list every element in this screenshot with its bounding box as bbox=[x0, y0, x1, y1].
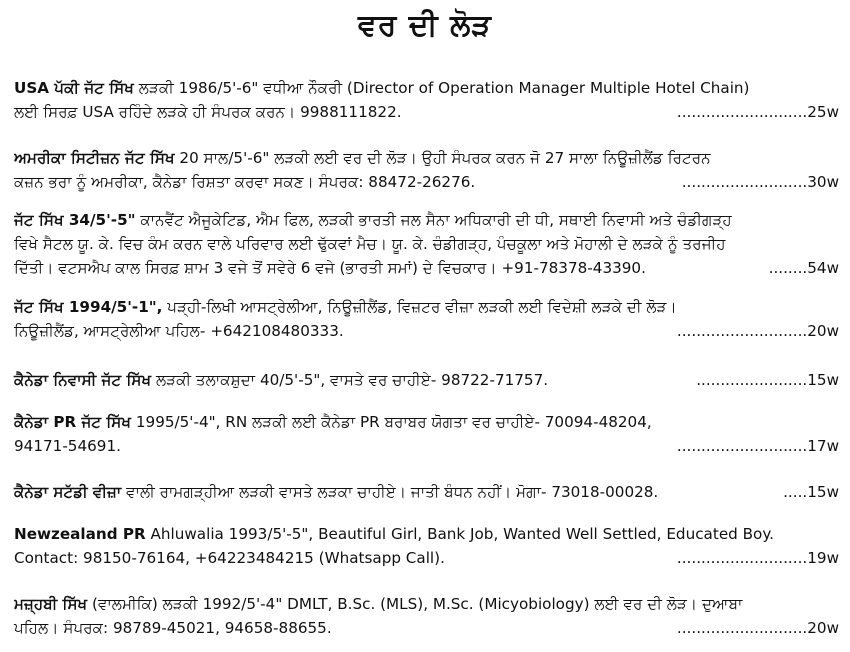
page-title: ਵਰ ਦੀ ਲੋੜ bbox=[357, 8, 493, 43]
ad-lead: USA ਪੱਕੀ ਜੱਟ ਸਿੱਖ bbox=[14, 79, 134, 97]
ad-lead: ਕੈਨੇਡਾ ਸਟੱਡੀ ਵੀਜ਼ਾ bbox=[14, 483, 122, 501]
ad-text: 94171-54691. bbox=[14, 437, 121, 455]
ad-text: ਕਜ਼ਨ ਭਰਾ ਨੂੰ ਅਮਰੀਕਾ, ਕੈਨੇਡਾ ਰਿਸ਼ਤਾ ਕਰਵਾ ਸਕਣ। ਸੰਪਰਕ: 88472-26276. bbox=[14, 173, 476, 191]
ad-text: 20 ਸਾਲ/5'-6" ਲੜਕੀ ਲਈ ਵਰ ਦੀ ਲੋੜ। ਉਹੀ ਸੰਪਰਕ ਕਰਨ ਜੋ 27 ਸਾਲਾ ਨਿਊਜ਼ੀਲੈਂਡ ਰਿਟਰਨ bbox=[174, 149, 711, 167]
ad-line bbox=[14, 295, 839, 319]
classified-ad bbox=[14, 146, 839, 194]
ad-text: ਪੜ੍ਹੀ-ਲਿਖੀ ਆਸਟ੍ਰੇਲੀਆ, ਨਿਊਜ਼ੀਲੈਂਡ, ਵਿਜ਼ਟਰ ਵੀਜ਼ਾ ਲੜਕੀ ਲਈ ਵਿਦੇਸ਼ੀ ਲੜਕੇ ਦੀ ਲੋੜ। bbox=[162, 298, 677, 316]
ad-line bbox=[14, 546, 839, 570]
ad-line bbox=[14, 170, 839, 194]
ad-line bbox=[14, 146, 839, 170]
ad-text: 1995/5'-4", RN ਲੜਕੀ ਲਈ ਕੈਨੇਡਾ PR ਬਰਾਬਰ ਯੋਗਤਾ ਵਰ ਚਾਹੀਏ- 70094-48204, bbox=[131, 413, 652, 431]
ad-text: ਨਿਊਜ਼ੀਲੈਂਡ, ਆਸਟ੍ਰੇਲੀਆ ਪਹਿਲ- +642108480333. bbox=[14, 322, 344, 340]
ad-lead: ਕੈਨੇਡਾ PR ਜੱਟ ਸਿੱਖ bbox=[14, 413, 132, 431]
ad-text: Ahluwalia 1993/5'-5", Beautiful Girl, Bank Job, Wanted Well Settled, Educated Boy. bbox=[145, 525, 774, 543]
ad-line bbox=[14, 208, 839, 232]
ad-price: ...........................25w bbox=[676, 103, 839, 121]
classified-ad bbox=[14, 76, 839, 124]
classified-ad bbox=[14, 480, 839, 504]
ad-text: ਦਿੱਤੀ। ਵਟਸਐਪ ਕਾਲ ਸਿਰਫ਼ ਸ਼ਾਮ 3 ਵਜੇ ਤੋਂ ਸਵੇਰੇ 6 ਵਜੇ (ਭਾਰਤੀ ਸਮਾਂ) ਦੇ ਵਿਚਕਾਰ। +91-78378-43390. bbox=[14, 259, 646, 277]
classified-ad bbox=[14, 522, 839, 570]
ad-line bbox=[14, 256, 839, 280]
ad-lead: Newzealand PR bbox=[14, 525, 146, 543]
ad-line bbox=[14, 410, 839, 434]
ad-line bbox=[14, 434, 839, 458]
ad-text: ਵਾਲੀ ਰਾਮਗੜ੍ਹੀਆ ਲੜਕੀ ਵਾਸਤੇ ਲੜਕਾ ਚਾਹੀਏ। ਜਾਤੀ ਬੰਧਨ ਨਹੀਂ। ਮੋਗਾ- 73018-00028. bbox=[121, 483, 659, 501]
ad-line bbox=[14, 480, 839, 504]
ad-line bbox=[14, 616, 839, 640]
ad-text: ਪਹਿਲ। ਸੰਪਰਕ: 98789-45021, 94658-88655. bbox=[14, 619, 332, 637]
ad-line bbox=[14, 592, 839, 616]
ad-lead: ਕੈਨੇਡਾ ਨਿਵਾਸੀ ਜੱਟ ਸਿੱਖ bbox=[14, 371, 152, 389]
classified-ad bbox=[14, 208, 839, 280]
ad-price: .....15w bbox=[783, 483, 839, 501]
ad-price: ...........................17w bbox=[676, 437, 839, 455]
ad-text: Contact: 98150-76164, +64223484215 (Whatsapp Call). bbox=[14, 549, 445, 567]
ad-line bbox=[14, 76, 839, 100]
ad-lead: ਅਮਰੀਕਾ ਸਿਟੀਜ਼ਨ ਜੱਟ ਸਿੱਖ bbox=[14, 149, 175, 167]
ad-line bbox=[14, 319, 839, 343]
ad-text: ਲੜਕੀ 1986/5'-6" ਵਧੀਆ ਨੌਕਰੀ (Director of Operation Manager Multiple Hotel Chain) bbox=[133, 79, 750, 97]
ad-price: ..........................30w bbox=[681, 173, 839, 191]
classified-ad bbox=[14, 410, 839, 458]
ad-lead: ਜੱਟ ਸਿੱਖ 1994/5'-1", bbox=[14, 298, 163, 316]
ad-price: ........54w bbox=[768, 259, 839, 277]
ad-line: ਵਿਖੇ ਸੈਟਲ ਯੂ. ਕੇ. ਵਿਚ ਕੰਮ ਕਰਨ ਵਾਲੇ ਪਰਿਵਾਰ ਲਈ ਢੁੱਕਵਾਂ ਮੈਚ। ਯੂ. ਕੇ. ਚੰਡੀਗੜ੍ਹ, ਪੰਚਕੂਲਾ ਅਤੇ ਮੋਹਾਲੀ ਦੇ ਲੜਕੇ ਨੂੰ ਤਰਜੀਹ bbox=[14, 235, 726, 253]
ad-line bbox=[14, 522, 839, 546]
ad-text: ਕਾਨਵੈਂਟ ਐਜੂਕੇਟਿਡ, ਐਮ ਫਿਲ, ਲੜਕੀ ਭਾਰਤੀ ਜਲ ਸੈਨਾ ਅਧਿਕਾਰੀ ਦੀ ਧੀ, ਸਥਾਈ ਨਿਵਾਸੀ ਅਤੇ ਚੰਡੀਗੜ੍ਹ bbox=[135, 211, 732, 229]
classified-ad bbox=[14, 368, 839, 392]
ad-lead: ਜੱਟ ਸਿੱਖ 34/5'-5" bbox=[14, 211, 136, 229]
ad-line bbox=[14, 100, 839, 124]
ad-price: ...........................20w bbox=[676, 322, 839, 340]
ad-line bbox=[14, 368, 839, 392]
ad-lead: ਮਜ਼੍ਹਬੀ ਸਿੱਖ bbox=[14, 595, 88, 613]
ad-price: ...........................20w bbox=[676, 619, 839, 637]
ad-price: .......................15w bbox=[696, 371, 839, 389]
ad-text: (ਵਾਲਮੀਕਿ) ਲੜਕੀ 1992/5'-4" DMLT, B.Sc. (MLS), M.Sc. (Micyobiology) ਲਈ ਵਰ ਦੀ ਲੋੜ। ਦੁਆਬਾ bbox=[87, 595, 743, 613]
ad-text: ਲੜਕੀ ਤਲਾਕਸ਼ੁਦਾ 40/5'-5", ਵਾਸਤੇ ਵਰ ਚਾਹੀਏ- 98722-71757. bbox=[151, 371, 549, 389]
ad-price: ...........................19w bbox=[676, 549, 839, 567]
classified-ad bbox=[14, 592, 839, 640]
classified-ad bbox=[14, 295, 839, 343]
ad-text: ਲਈ ਸਿਰਫ਼ USA ਰਹਿੰਦੇ ਲੜਕੇ ਹੀ ਸੰਪਰਕ ਕਰਨ। 9988111822. bbox=[14, 103, 402, 121]
